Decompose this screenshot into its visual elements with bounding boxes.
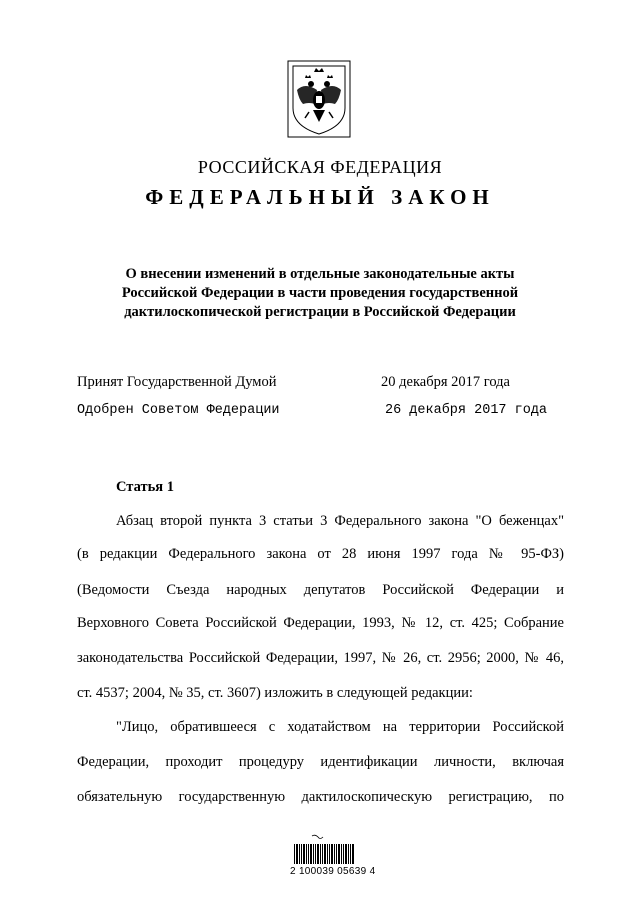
article-text-line: Верховного Совета Российской Федерации, 1993, № 12, ст. 425; Собрание (77, 615, 564, 631)
article-text-line: обязательную государственную дактилоскопическую регистрацию, по (77, 789, 564, 805)
council-approval-label: Одобрен Советом Федерации (77, 403, 280, 418)
document-barcode (290, 834, 360, 894)
coat-of-arms-emblem (287, 60, 351, 138)
article-text-line: Абзац второй пункта 3 статьи 3 Федерального закона "О беженцах" (116, 513, 564, 529)
article-text-line: (Ведомости Съезда народных депутатов Российской Федерации и (77, 582, 564, 598)
article-text-line: "Лицо, обратившееся с ходатайством на территории Российской (116, 719, 564, 735)
article-heading: Статья 1 (116, 479, 174, 495)
article-text-line: ст. 4537; 2004, № 35, ст. 3607) изложить в следующей редакции: (77, 685, 473, 701)
law-title-line: О внесении изменений в отдельные законодательные акты (125, 266, 515, 282)
law-title-line: Российской Федерации в части проведения государственной (121, 285, 519, 301)
country-heading: РОССИЙСКАЯ ФЕДЕРАЦИЯ (197, 157, 443, 177)
article-text-line: Федерации, проходит процедуру идентификации личности, включая (77, 754, 564, 770)
council-approval-date: 26 декабря 2017 года (385, 403, 548, 418)
barcode-number: 2 100039 05639 4 (290, 866, 376, 877)
law-title (60, 265, 580, 322)
duma-adoption-date: 20 декабря 2017 года (381, 374, 510, 390)
document-type-heading: ФЕДЕРАЛЬНЫЙ ЗАКОН (145, 185, 495, 209)
article-text-line: законодательства Российской Федерации, 1997, № 26, ст. 2956; 2000, № 46, (77, 650, 564, 666)
duma-adoption-label: Принят Государственной Думой (77, 374, 277, 390)
law-title-line: дактилоскопической регистрации в Российской Федерации (124, 304, 516, 320)
article-text-line: (в редакции Федерального закона от 28 июня 1997 года № 95-ФЗ) (77, 546, 564, 562)
